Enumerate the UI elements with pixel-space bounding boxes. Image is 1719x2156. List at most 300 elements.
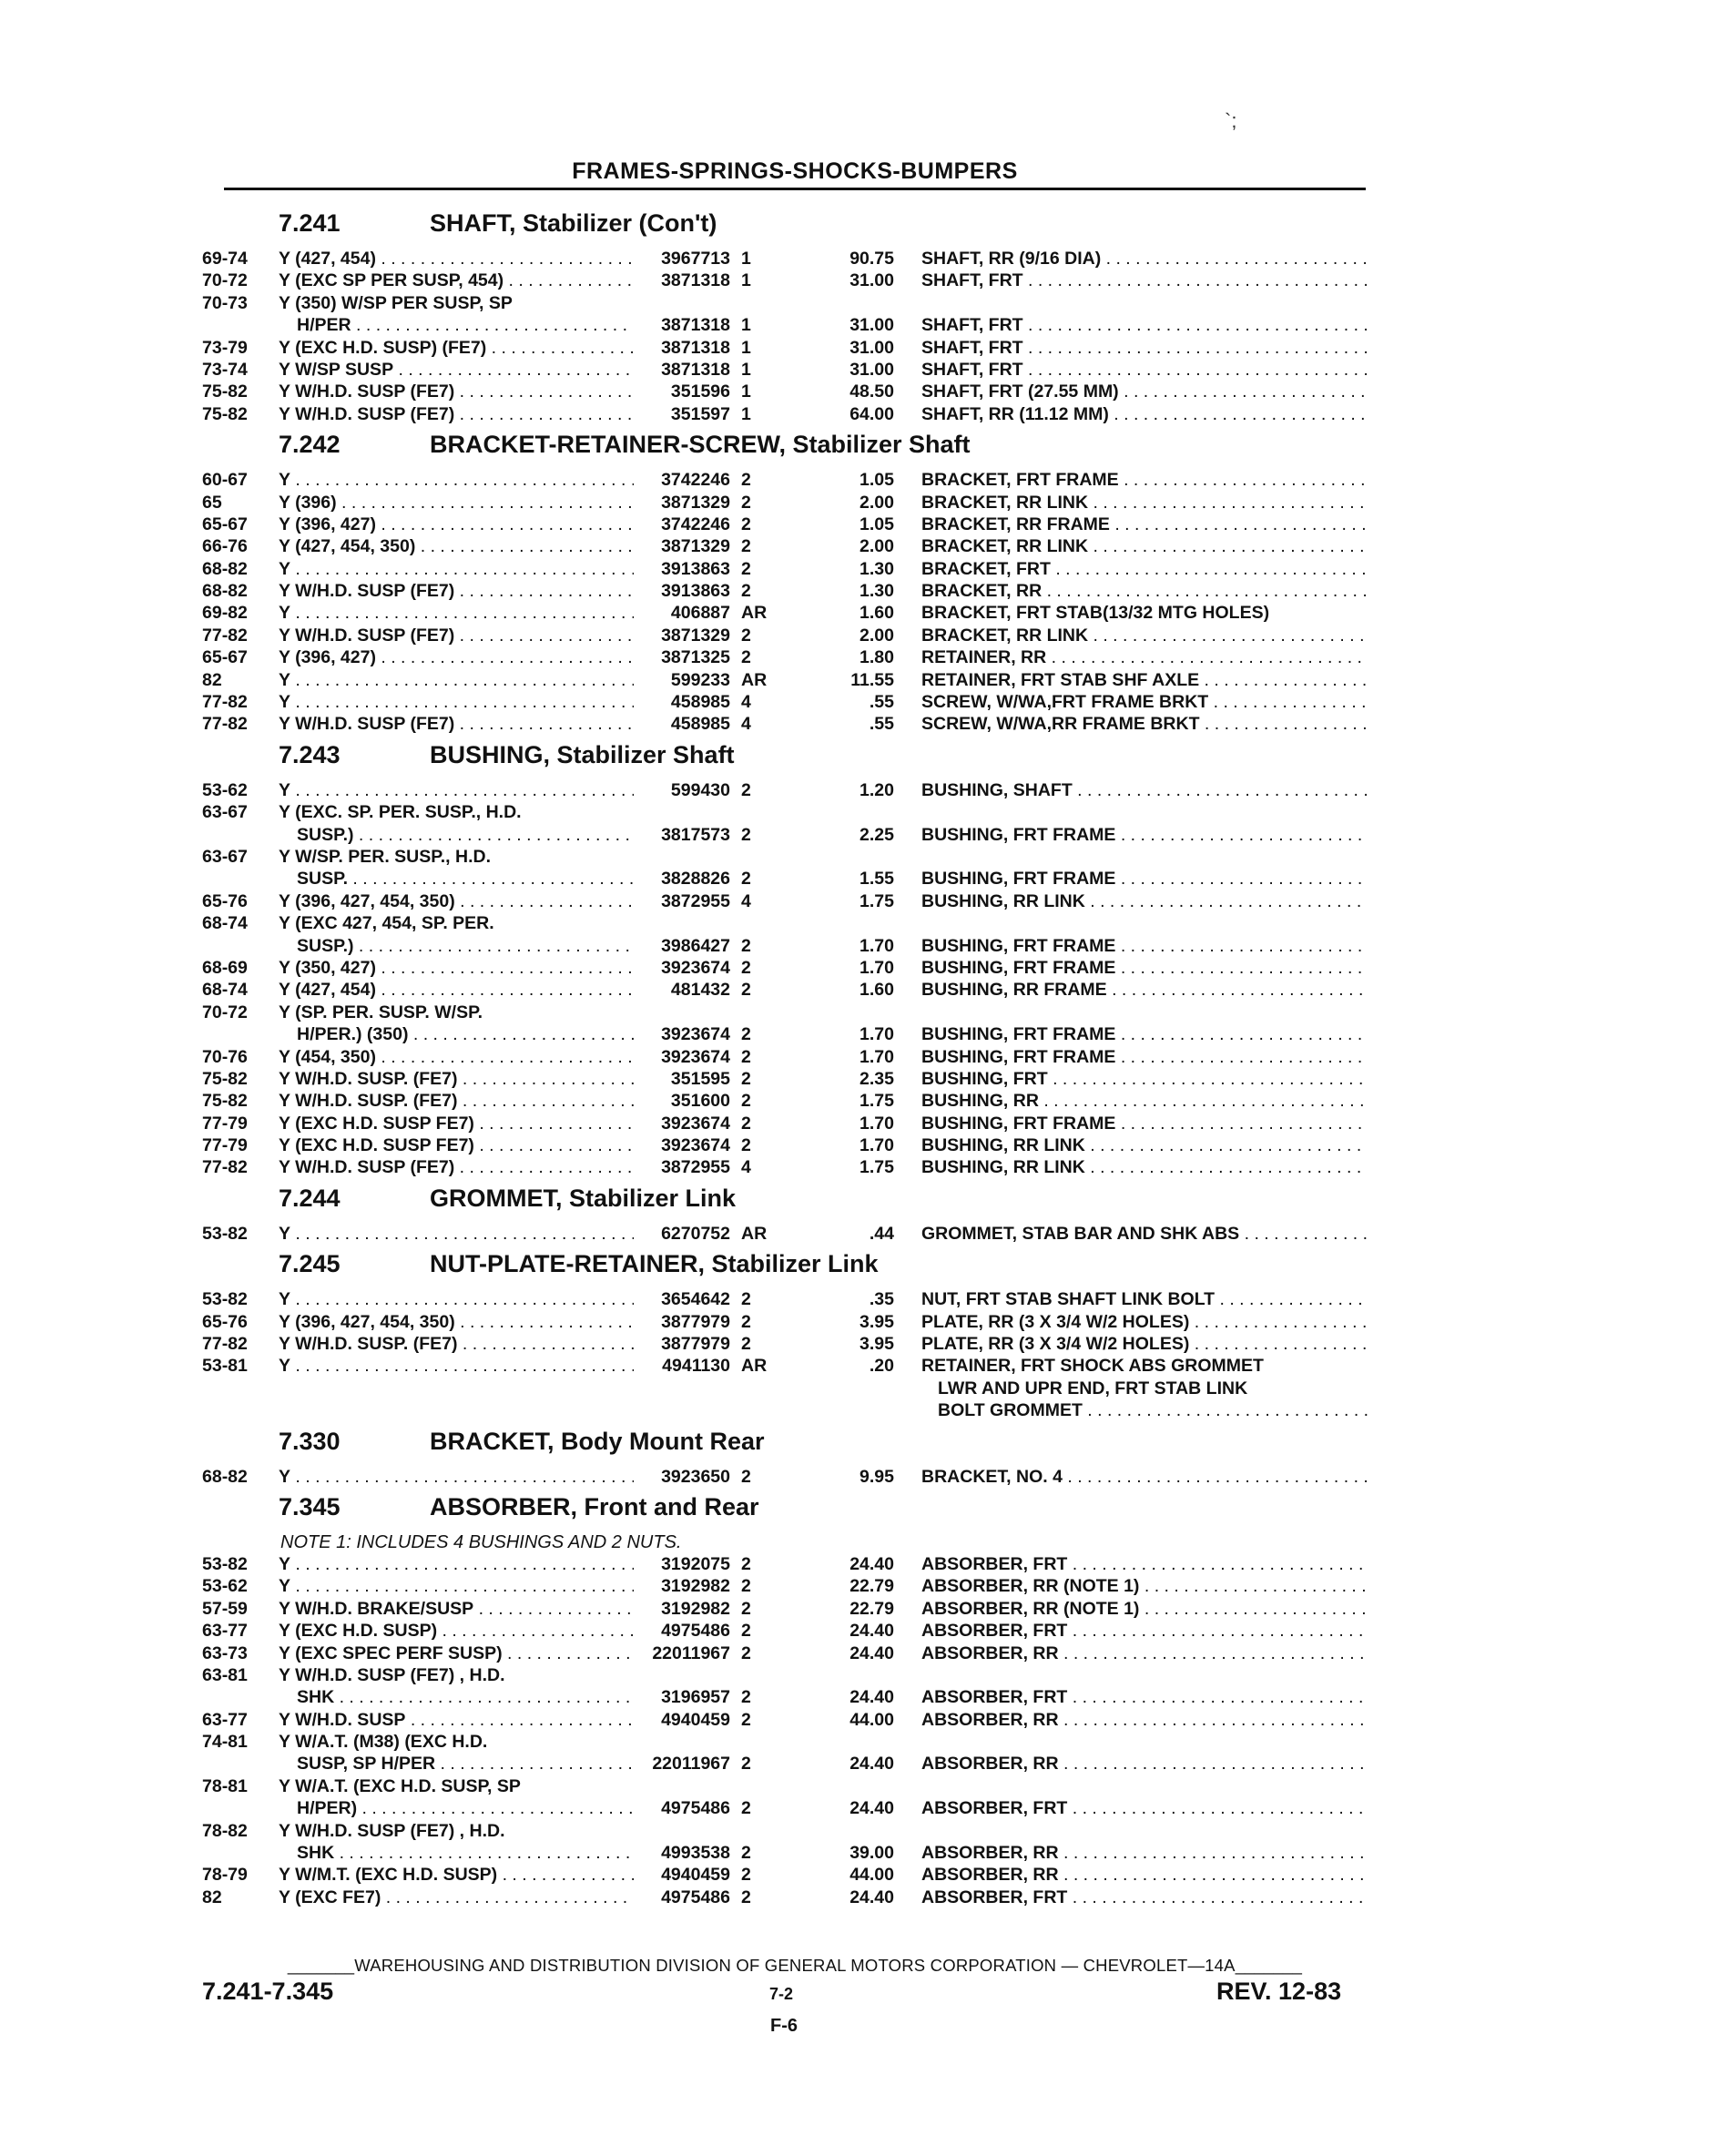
model-years: 77-82 — [202, 1334, 248, 1355]
model-application: Y W/A.T. (EXC H.D. SUSP, SP — [279, 1775, 521, 1796]
part-description: BUSHING, FRT FRAME . . . — [921, 868, 1368, 890]
model-application: Y . . . — [279, 1288, 634, 1310]
part-number: 4993538 — [661, 1843, 730, 1864]
part-description: BRACKET, RR . . . — [921, 580, 1368, 602]
part-description: SHAFT, FRT . . . — [921, 270, 1368, 291]
model-years: 75-82 — [202, 381, 248, 402]
part-row — [202, 1775, 1368, 1797]
part-row — [202, 558, 1368, 580]
footer-division-line: _______WAREHOUSING AND DISTRIBUTION DIVISION OF GENERAL MOTORS CORPORATION — CHEVROLET—14A_______ — [287, 1956, 1303, 1975]
model-application: Y . . . — [279, 779, 634, 801]
price: .55 — [869, 714, 894, 735]
model-years: 53-82 — [202, 1553, 248, 1574]
part-row — [202, 1002, 1368, 1023]
price: 1.30 — [860, 558, 894, 579]
quantity: 2 — [741, 581, 751, 602]
price: 1.30 — [860, 581, 894, 602]
model-years: 53-62 — [202, 779, 248, 800]
model-application: Y (EXC. SP. PER. SUSP., H.D. — [279, 802, 522, 823]
quantity: AR — [741, 603, 768, 624]
footer-page-code: 7-2 — [769, 1985, 794, 2003]
section-number: 7.243 — [279, 740, 341, 768]
part-number: 3871329 — [661, 492, 730, 513]
part-description: LWR AND UPR END, FRT STAB LINK — [938, 1378, 1248, 1398]
part-row — [202, 292, 1368, 314]
part-number: 3967713 — [661, 249, 730, 269]
part-description: BRACKET, FRT STAB(13/32 MTG HOLES) — [921, 603, 1270, 624]
model-years: 68-82 — [202, 581, 248, 602]
part-row — [202, 824, 1368, 846]
model-application: Y (396, 427) . . . — [279, 646, 634, 668]
part-row — [202, 691, 1368, 713]
part-row — [202, 1820, 1368, 1842]
part-number: 3871325 — [661, 647, 730, 668]
section-heading — [202, 1179, 1368, 1223]
model-years: 70-72 — [202, 270, 248, 291]
price: 2.00 — [860, 625, 894, 646]
part-row — [202, 912, 1368, 934]
model-application: Y (EXC 427, 454, SP. PER. — [279, 913, 494, 934]
quantity: 4 — [741, 890, 751, 911]
price: .55 — [869, 692, 894, 713]
price: 1.05 — [860, 514, 894, 534]
model-application: Y . . . — [279, 1553, 634, 1575]
model-application: Y W/H.D. SUSP (FE7) . . . — [279, 713, 634, 735]
part-number: 3913863 — [661, 558, 730, 579]
section-note: NOTE 1: INCLUDES 4 BUSHINGS AND 2 NUTS. — [280, 1531, 682, 1552]
part-description: SHAFT, FRT . . . — [921, 359, 1368, 381]
model-application: Y . . . — [279, 558, 634, 580]
quantity: AR — [741, 1223, 768, 1244]
part-description: ABSORBER, RR . . . — [921, 1709, 1368, 1731]
quantity: 2 — [741, 1091, 751, 1112]
price: 3.95 — [860, 1334, 894, 1355]
quantity: 4 — [741, 1157, 751, 1178]
price: 24.40 — [849, 1886, 894, 1907]
part-description: SCREW, W/WA,RR FRAME BRKT . . . — [921, 713, 1368, 735]
part-row — [202, 1642, 1368, 1664]
quantity: 2 — [741, 1687, 751, 1708]
price: 3.95 — [860, 1311, 894, 1332]
price: 1.05 — [860, 470, 894, 491]
part-row — [202, 957, 1368, 979]
part-row — [202, 314, 1368, 336]
part-description: PLATE, RR (3 X 3/4 W/2 HOLES) . . . — [921, 1333, 1368, 1355]
part-number: 6270752 — [661, 1223, 730, 1244]
part-number: 3871318 — [661, 315, 730, 336]
part-number: 3923674 — [661, 1046, 730, 1067]
part-row — [202, 713, 1368, 735]
price: 1.80 — [860, 647, 894, 668]
part-description: ABSORBER, FRT . . . — [921, 1797, 1368, 1819]
part-row — [202, 625, 1368, 646]
quantity: 2 — [741, 1576, 751, 1597]
model-years: 78-82 — [202, 1820, 248, 1841]
price: 39.00 — [849, 1843, 894, 1864]
part-number: 599233 — [670, 669, 730, 690]
part-description: BUSHING, FRT FRAME . . . — [921, 1023, 1368, 1045]
model-years: 75-82 — [202, 403, 248, 424]
part-description: SHAFT, RR (9/16 DIA) . . . — [921, 248, 1368, 270]
quantity: 1 — [741, 359, 751, 380]
price: 11.55 — [850, 669, 894, 690]
part-number: 3923650 — [661, 1466, 730, 1487]
section-title: SHAFT, Stabilizer (Con't) — [430, 209, 717, 237]
price: 24.40 — [849, 1553, 894, 1574]
price: 2.00 — [860, 536, 894, 557]
section-heading — [202, 1422, 1368, 1466]
model-application: Y W/H.D. SUSP (FE7) . . . — [279, 1156, 634, 1178]
corner-mark: `; — [1225, 109, 1237, 132]
model-application: Y (EXC H.D. SUSP FE7) . . . — [279, 1113, 634, 1134]
part-number: 458985 — [670, 714, 730, 735]
footer-revision: REV. 12-83 — [1216, 1978, 1342, 2005]
quantity: 2 — [741, 1135, 751, 1156]
parts-listing — [202, 204, 1368, 1908]
model-years: 68-82 — [202, 1466, 248, 1487]
price: 1.60 — [860, 980, 894, 1001]
price: 2.00 — [860, 492, 894, 513]
part-row — [202, 935, 1368, 957]
price: 31.00 — [849, 270, 894, 291]
model-years: 73-74 — [202, 359, 248, 380]
model-years: 69-74 — [202, 249, 248, 269]
part-number: 3871318 — [661, 270, 730, 291]
model-years: 65-76 — [202, 1311, 248, 1332]
part-number: 3871318 — [661, 337, 730, 358]
model-application: SUSP.) . . . — [297, 824, 634, 846]
part-row — [202, 492, 1368, 514]
price: 48.50 — [849, 381, 894, 402]
page-header-title: FRAMES-SPRINGS-SHOCKS-BUMPERS — [572, 158, 1018, 184]
part-description: ABSORBER, FRT . . . — [921, 1686, 1368, 1708]
part-row — [202, 1620, 1368, 1642]
part-description: SCREW, W/WA,FRT FRAME BRKT . . . — [921, 691, 1368, 713]
model-application: Y W/SP. PER. SUSP., H.D. — [279, 846, 492, 867]
model-application: SHK . . . — [297, 1842, 634, 1864]
quantity: 1 — [741, 403, 751, 424]
quantity: 2 — [741, 1843, 751, 1864]
part-description: PLATE, RR (3 X 3/4 W/2 HOLES) . . . — [921, 1311, 1368, 1333]
model-application: Y W/H.D. SUSP (FE7) , H.D. — [279, 1820, 505, 1841]
quantity: 2 — [741, 1311, 751, 1332]
part-number: 22011967 — [652, 1754, 730, 1775]
model-application: Y W/H.D. SUSP. (FE7) . . . — [279, 1333, 634, 1355]
quantity: 1 — [741, 249, 751, 269]
part-description: ABSORBER, FRT . . . — [921, 1620, 1368, 1642]
part-number: 3871329 — [661, 536, 730, 557]
part-row — [202, 1664, 1368, 1686]
quantity: 2 — [741, 1754, 751, 1775]
part-number: 458985 — [670, 692, 730, 713]
model-application: Y W/H.D. BRAKE/SUSP . . . — [279, 1598, 634, 1620]
model-application: Y (427, 454) . . . — [279, 979, 634, 1001]
model-years: 53-82 — [202, 1289, 248, 1310]
model-application: Y . . . — [279, 1575, 634, 1597]
part-row — [202, 801, 1368, 823]
model-years: 78-81 — [202, 1775, 248, 1796]
quantity: 2 — [741, 558, 751, 579]
section-number: 7.244 — [279, 1184, 341, 1212]
section-number: 7.345 — [279, 1492, 341, 1520]
quantity: 4 — [741, 692, 751, 713]
part-description: ABSORBER, RR . . . — [921, 1842, 1368, 1864]
page-number: F-6 — [770, 2016, 798, 2036]
part-row — [202, 669, 1368, 691]
part-row — [202, 1466, 1368, 1488]
part-number: 3872955 — [661, 1157, 730, 1178]
part-number: 3871329 — [661, 625, 730, 646]
quantity: 2 — [741, 1068, 751, 1089]
model-application: Y (EXC H.D. SUSP) (FE7) . . . — [279, 337, 634, 359]
model-application: Y (454, 350) . . . — [279, 1046, 634, 1068]
quantity: 2 — [741, 1466, 751, 1487]
model-application: Y W/SP SUSP . . . — [279, 359, 634, 381]
model-years: 77-79 — [202, 1113, 248, 1134]
quantity: 2 — [741, 1598, 751, 1619]
part-row — [202, 337, 1368, 359]
part-number: 3872955 — [661, 890, 730, 911]
model-years: 70-73 — [202, 292, 248, 313]
model-application: Y (EXC FE7) . . . — [279, 1886, 634, 1908]
price: 1.20 — [860, 779, 894, 800]
model-years: 77-82 — [202, 625, 248, 646]
model-years: 53-81 — [202, 1356, 248, 1377]
model-years: 63-81 — [202, 1664, 248, 1685]
section-heading — [202, 736, 1368, 779]
section-number: 7.241 — [279, 209, 341, 237]
header-rule — [224, 188, 1366, 190]
part-number: 4940459 — [661, 1709, 730, 1730]
part-number: 599430 — [670, 779, 730, 800]
quantity: 2 — [741, 779, 751, 800]
quantity: 2 — [741, 1289, 751, 1310]
part-description: ABSORBER, FRT . . . — [921, 1886, 1368, 1908]
quantity: 2 — [741, 1046, 751, 1067]
price: 1.75 — [860, 890, 894, 911]
part-row — [202, 979, 1368, 1001]
part-description: ABSORBER, RR . . . — [921, 1642, 1368, 1664]
part-number: 3828826 — [661, 869, 730, 890]
model-application: SHK . . . — [297, 1686, 634, 1708]
model-years: 65 — [202, 492, 222, 513]
price: 64.00 — [849, 403, 894, 424]
part-number: 22011967 — [652, 1642, 730, 1663]
model-application: Y . . . — [279, 1223, 634, 1245]
part-number: 4975486 — [661, 1798, 730, 1819]
model-years: 65-67 — [202, 647, 248, 668]
price: 1.70 — [860, 1024, 894, 1045]
section-title: NUT-PLATE-RETAINER, Stabilizer Link — [430, 1250, 879, 1278]
quantity: 2 — [741, 957, 751, 978]
quantity: 2 — [741, 869, 751, 890]
model-application: Y . . . — [279, 1355, 634, 1377]
part-row — [202, 1023, 1368, 1045]
model-application: Y (EXC SPEC PERF SUSP) . . . — [279, 1642, 634, 1664]
part-row — [202, 1709, 1368, 1731]
price: 24.40 — [849, 1621, 894, 1642]
quantity: 2 — [741, 1798, 751, 1819]
quantity: 2 — [741, 1334, 751, 1355]
part-description: SHAFT, FRT (27.55 MM) . . . — [921, 381, 1368, 402]
part-description: BUSHING, RR LINK . . . — [921, 1156, 1368, 1178]
part-row — [202, 1731, 1368, 1753]
part-row — [202, 1156, 1368, 1178]
part-number: 351600 — [670, 1091, 730, 1112]
model-application: Y W/H.D. SUSP . . . — [279, 1709, 634, 1731]
section-title: BRACKET, Body Mount Rear — [430, 1427, 765, 1455]
model-years: 70-76 — [202, 1046, 248, 1067]
model-application: H/PER) . . . — [297, 1797, 634, 1819]
model-application: Y W/M.T. (EXC H.D. SUSP) . . . — [279, 1864, 634, 1886]
model-years: 68-74 — [202, 980, 248, 1001]
model-application: Y (350, 427) . . . — [279, 957, 634, 979]
quantity: 1 — [741, 337, 751, 358]
model-years: 63-67 — [202, 846, 248, 867]
part-description: BRACKET, FRT . . . — [921, 558, 1368, 580]
quantity: 2 — [741, 1621, 751, 1642]
footer-section-range: 7.241-7.345 — [202, 1978, 334, 2005]
model-application: Y W/H.D. SUSP (FE7) . . . — [279, 403, 634, 425]
quantity: 2 — [741, 1886, 751, 1907]
quantity: 2 — [741, 824, 751, 845]
model-application: Y (396, 427, 454, 350) . . . — [279, 890, 634, 912]
model-application: SUSP, SP H/PER . . . — [297, 1753, 634, 1775]
part-row — [202, 1553, 1368, 1575]
model-application: Y (427, 454) . . . — [279, 248, 634, 270]
model-application: Y (396) . . . — [279, 492, 634, 514]
price: 1.55 — [860, 869, 894, 890]
price: 1.70 — [860, 935, 894, 956]
model-application: SUSP.) . . . — [297, 935, 634, 957]
part-number: 3742246 — [661, 470, 730, 491]
model-years: 63-67 — [202, 802, 248, 823]
quantity: 2 — [741, 492, 751, 513]
model-years: 75-82 — [202, 1091, 248, 1112]
part-row — [202, 1113, 1368, 1134]
part-row — [202, 1223, 1368, 1245]
model-application: H/PER.) (350) . . . — [297, 1023, 634, 1045]
part-number: 3196957 — [661, 1687, 730, 1708]
model-application: Y W/H.D. SUSP (FE7) . . . — [279, 580, 634, 602]
price: 1.75 — [860, 1157, 894, 1178]
part-description: BRACKET, FRT FRAME . . . — [921, 469, 1368, 491]
part-description: BUSHING, RR LINK . . . — [921, 890, 1368, 912]
price: .44 — [869, 1223, 894, 1244]
part-number: 3742246 — [661, 514, 730, 534]
quantity: 2 — [741, 1113, 751, 1134]
part-description: ABSORBER, RR . . . — [921, 1864, 1368, 1886]
model-application: Y W/H.D. SUSP. (FE7) . . . — [279, 1068, 634, 1090]
model-application: Y (396, 427) . . . — [279, 514, 634, 535]
model-application: Y (EXC H.D. SUSP) . . . — [279, 1620, 634, 1642]
model-years: 53-62 — [202, 1576, 248, 1597]
part-row — [202, 1753, 1368, 1775]
section-title: ABSORBER, Front and Rear — [430, 1492, 759, 1520]
part-description: BRACKET, RR LINK . . . — [921, 625, 1368, 646]
quantity: 2 — [741, 514, 751, 534]
part-description: BUSHING, FRT FRAME . . . — [921, 1046, 1368, 1068]
part-row — [202, 1864, 1368, 1886]
quantity: 2 — [741, 536, 751, 557]
section-number: 7.330 — [279, 1427, 341, 1455]
part-row — [202, 646, 1368, 668]
model-years: 65-67 — [202, 514, 248, 534]
section-title: BUSHING, Stabilizer Shaft — [430, 740, 735, 768]
part-description: SHAFT, FRT . . . — [921, 337, 1368, 359]
part-row — [202, 1311, 1368, 1333]
part-number: 4940459 — [661, 1865, 730, 1886]
section-number: 7.245 — [279, 1250, 341, 1278]
model-application: Y . . . — [279, 1466, 634, 1488]
section-heading — [202, 1488, 1368, 1531]
model-application: Y . . . — [279, 691, 634, 713]
part-description: RETAINER, FRT SHOCK ABS GROMMET — [921, 1356, 1264, 1377]
section-heading — [202, 425, 1368, 469]
part-row — [202, 1886, 1368, 1908]
part-number: 481432 — [670, 980, 730, 1001]
model-years: 73-79 — [202, 337, 248, 358]
part-number: 351596 — [670, 381, 730, 402]
part-description: BUSHING, FRT . . . — [921, 1068, 1368, 1090]
part-number: 406887 — [670, 603, 730, 624]
model-application: Y W/H.D. SUSP. (FE7) . . . — [279, 1090, 634, 1112]
model-years: 63-77 — [202, 1709, 248, 1730]
model-years: 78-79 — [202, 1865, 248, 1886]
model-application: Y . . . — [279, 602, 634, 624]
part-description: ABSORBER, FRT . . . — [921, 1553, 1368, 1575]
part-description: SHAFT, FRT . . . — [921, 314, 1368, 336]
model-years: 69-82 — [202, 603, 248, 624]
part-row — [202, 580, 1368, 602]
part-number: 3192075 — [661, 1553, 730, 1574]
part-number: 3923674 — [661, 957, 730, 978]
part-number: 3654642 — [661, 1289, 730, 1310]
model-years: 68-82 — [202, 558, 248, 579]
part-row — [202, 890, 1368, 912]
part-description: BUSHING, RR FRAME . . . — [921, 979, 1368, 1001]
price: 31.00 — [849, 315, 894, 336]
part-description: BOLT GROMMET . . . — [938, 1399, 1368, 1421]
part-number: 3192982 — [661, 1598, 730, 1619]
model-application: Y W/A.T. (M38) (EXC H.D. — [279, 1732, 488, 1753]
part-number: 3986427 — [661, 935, 730, 956]
model-years: 63-77 — [202, 1621, 248, 1642]
model-application: Y . . . — [279, 669, 634, 691]
part-number: 3871318 — [661, 359, 730, 380]
section-heading — [202, 204, 1368, 248]
part-row — [202, 1068, 1368, 1090]
section-title: GROMMET, Stabilizer Link — [430, 1184, 737, 1212]
part-row — [202, 779, 1368, 801]
part-description: SHAFT, RR (11.12 MM) . . . — [921, 403, 1368, 425]
price: 1.75 — [860, 1091, 894, 1112]
part-row — [202, 359, 1368, 381]
model-application: SUSP. . . . — [297, 868, 634, 890]
part-row — [202, 270, 1368, 291]
part-row — [202, 1378, 1368, 1399]
model-application: Y (EXC H.D. SUSP FE7) . . . — [279, 1134, 634, 1156]
quantity: 2 — [741, 625, 751, 646]
part-row — [202, 1797, 1368, 1819]
price: 1.70 — [860, 1135, 894, 1156]
price: 22.79 — [849, 1598, 894, 1619]
part-number: 351595 — [670, 1068, 730, 1089]
quantity: AR — [741, 669, 768, 690]
model-years: 63-73 — [202, 1642, 248, 1663]
part-row — [202, 1333, 1368, 1355]
part-description: RETAINER, RR . . . — [921, 646, 1368, 668]
